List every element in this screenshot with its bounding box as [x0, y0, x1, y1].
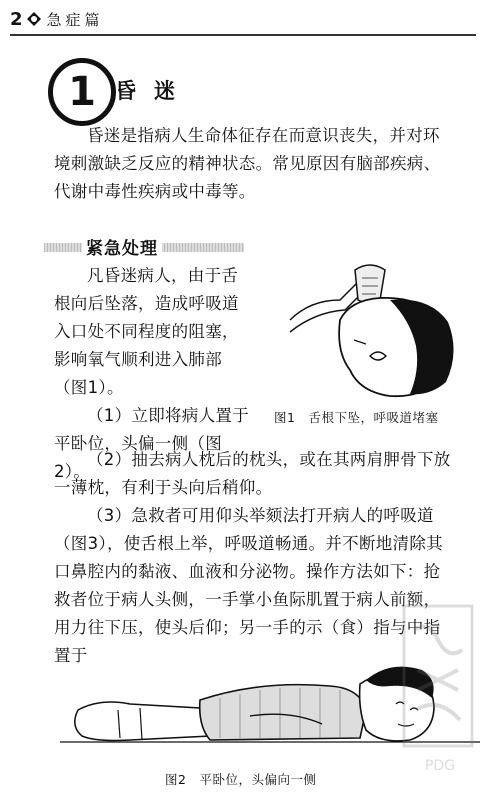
figure-1-illustration: [270, 260, 470, 400]
running-header: [10, 8, 104, 30]
figure-1-caption: 图1 舌根下坠，呼吸道堵塞: [274, 410, 439, 425]
page-number: 2: [10, 8, 23, 30]
paragraph-step-1: （1）立即将病人置于平卧位，头偏一侧（图2）。: [54, 406, 249, 481]
section-heading: [44, 234, 244, 262]
full-width-text: [54, 446, 454, 670]
chapter-title: 昏迷: [115, 79, 193, 103]
section-title: 紧急处理: [82, 234, 162, 259]
intro-paragraph: 昏迷是指病人生命体征存在而意识丧失，并对环境刺激缺乏反应的精神状态。常见原因有脑部疾病、代谢中毒性疾病或中毒等。: [54, 126, 441, 201]
paragraph-airway-obstruction: 凡昏迷病人，由于舌根向后坠落，造成呼吸道入口处不同程度的阻塞，影响氧气顺利进入肺部（图1）。: [54, 266, 239, 397]
figure-2-caption: 图2 平卧位，头偏向一侧: [165, 772, 317, 787]
watermark-label: PDG: [424, 758, 456, 774]
watermark-stamp: [398, 600, 478, 780]
paragraph-step-3: （3）急救者可用仰头举颏法打开病人的呼吸道（图3），使舌根上举，呼吸道畅通。并不断地清除其口鼻腔内的黏液、血液和分泌物。操作方法如下：抢救者位于病人头侧，一手掌小鱼际肌置于病人前额，用力往下压，使头后仰；另一手的示（食）指与中指置于: [54, 506, 443, 665]
diamond-ornament-icon: [27, 12, 41, 26]
chapter-number-badge: 1: [48, 58, 116, 126]
header-rule: [10, 34, 476, 36]
book-title: 急症篇: [46, 10, 104, 29]
paragraph-step-2: （2）抽去病人枕后的枕头，或在其两肩胛骨下放一薄枕，有利于头向后稍仰。: [54, 450, 451, 497]
